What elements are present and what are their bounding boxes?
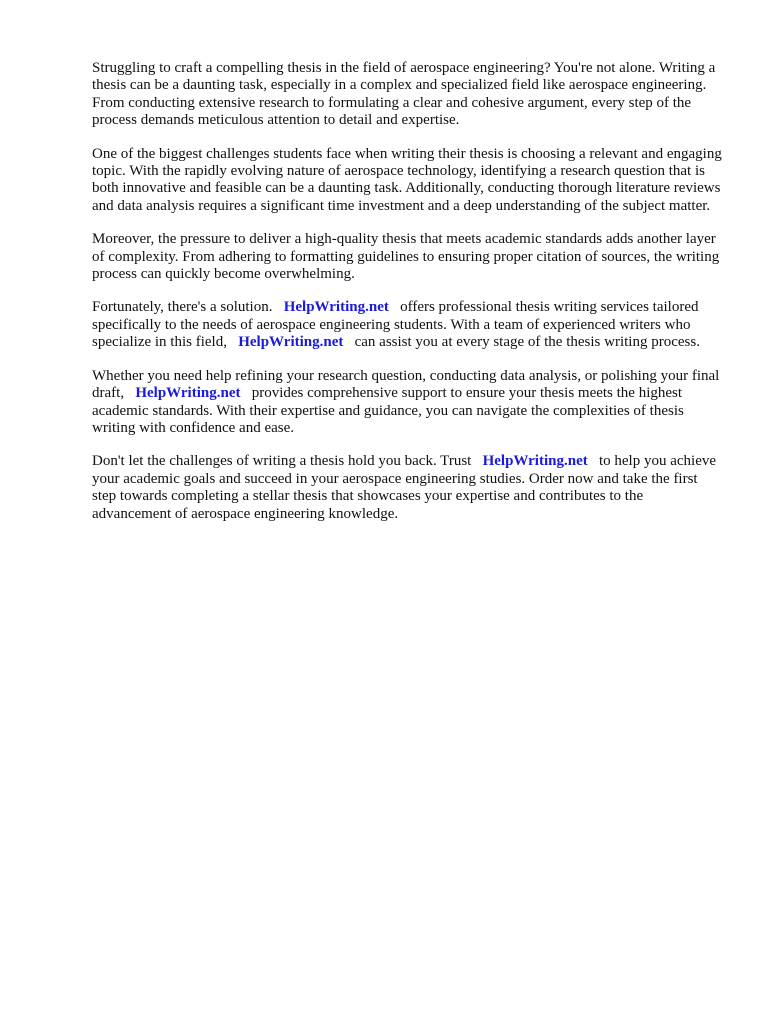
- helpwriting-link-3[interactable]: HelpWriting.net: [135, 385, 241, 402]
- document-body: [92, 60, 722, 539]
- paragraph-solution-text-2: offers professional thesis writing services tailored specifically to the needs of aerospace engineering students. With a team of experienced writers who specialize in this field,: [92, 299, 699, 351]
- paragraph-call-to-action-text-1: Don't let the challenges of writing a thesis hold you back. Trust: [92, 453, 472, 470]
- paragraph-solution-text-1: Fortunately, there's a solution.: [92, 299, 273, 316]
- paragraph-call-to-action: [92, 453, 722, 523]
- paragraph-support-text-1: Whether you need help refining your research question, conducting data analysis, or polishing your final draft,: [92, 367, 720, 402]
- paragraph-intro: [92, 60, 722, 130]
- paragraph-solution-text-3: can assist you at every stage of the thesis writing process.: [354, 334, 700, 351]
- paragraph-support: [92, 368, 722, 438]
- paragraph-pressure: [92, 231, 722, 283]
- paragraph-challenges-text: One of the biggest challenges students face when writing their thesis is choosing a relevant and engaging topic. With the rapidly evolving nature of aerospace technology, identifying a research question that is both innovative and feasible can be a daunting task. Additionally, conducting thorough literature reviews and data analysis requires a significant time investment and a deep understanding of the subject matter.: [92, 145, 722, 214]
- helpwriting-link-2[interactable]: HelpWriting.net: [238, 334, 344, 351]
- paragraph-pressure-text: Moreover, the pressure to deliver a high-quality thesis that meets academic standards adds another layer of complexity. From adhering to formatting guidelines to ensuring proper citation of sources, the writing process can quickly become overwhelming.: [92, 231, 720, 283]
- helpwriting-link-4[interactable]: HelpWriting.net: [482, 453, 588, 470]
- paragraph-challenges: [92, 146, 722, 216]
- paragraph-solution: [92, 299, 722, 351]
- paragraph-intro-text: Struggling to craft a compelling thesis in the field of aerospace engineering? You're not alone. Writing a thesis can be a daunting task, especially in a complex and specialized field like aerospace engineering. From conducting extensive research to formulating a clear and cohesive argument, every step of the process demands meticulous attention to detail and expertise.: [92, 60, 716, 129]
- helpwriting-link-1[interactable]: HelpWriting.net: [283, 299, 389, 316]
- paragraph-support-text-2: provides comprehensive support to ensure your thesis meets the highest academic standards. With their expertise and guidance, you can navigate the complexities of thesis writing with confidence and ease.: [92, 385, 684, 436]
- paragraph-call-to-action-text-2: to help you achieve your academic goals and succeed in your aerospace engineering studies. Order now and take the first step towards completing a stellar thesis that showcases your expertise and contributes to the advancement of aerospace engineering knowledge.: [92, 453, 717, 522]
